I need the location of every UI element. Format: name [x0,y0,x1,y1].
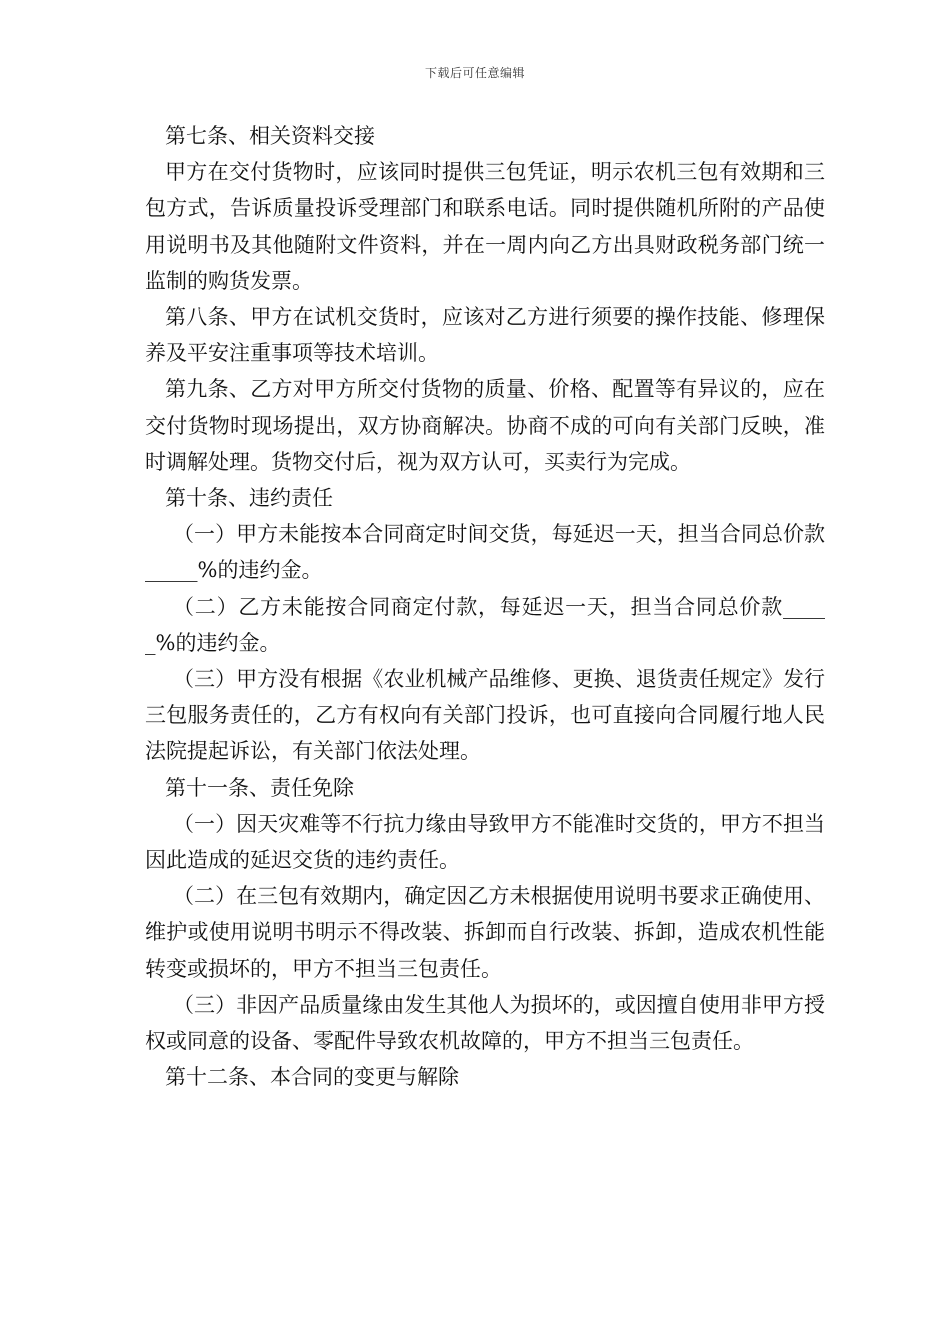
article-12-heading: 第十二条、本合同的变更与解除 [165,1065,459,1090]
article-11-heading: 第十一条、责任免除 [165,775,354,800]
article-7-heading: 第七条、相关资料交接 [165,124,375,148]
article-8-body: 第八条、甲方在试机交货时，应该对乙方进行须要的操作技能、修理保养及平安注重事项等技术培训。 [145,305,825,366]
article-10-heading: 第十条、违约责任 [165,486,333,511]
article-10-item-1: （一）甲方未能按本合同商定时间交货，每延迟一天，担当合同总价款_____%的违约金。 [145,522,825,583]
article-7-body: 甲方在交付货物时，应该同时提供三包凭证，明示农机三包有效期和三包方式，告诉质量投诉受理部门和联系电话。同时提供随机所附的产品使用说明书及其他随附文件资料，并在一周内向乙方出具财政税务部门统一监制的购货发票。 [145,160,825,293]
article-10-item-3: （三）甲方没有根据《农业机械产品维修、更换、退货责任规定》发行三包服务责任的，乙方有权向有关部门投诉，也可直接向合同履行地人民法院提起诉讼，有关部门依法处理。 [145,667,825,764]
page-header: 下载后可任意编辑 [424,66,525,80]
article-11-item-2: （二）在三包有效期内，确定因乙方未根据使用说明书要求正确使用、维护或使用说明书明示不得改装、拆卸而自行改装、拆卸，造成农机性能转变或损坏的，甲方不担当三包责任。 [145,884,825,981]
article-11-item-1: （一）因天灾难等不行抗力缘由导致甲方不能准时交货的，甲方不担当因此造成的延迟交货的违约责任。 [145,811,825,873]
article-10-item-2: （二）乙方未能按合同商定付款，每延迟一天，担当合同总价款_____%的违约金。 [145,594,825,655]
article-9-body: 第九条、乙方对甲方所交付货物的质量、价格、配置等有异议的，应在交付货物时现场提出，双方协商解决。协商不成的可向有关部门反映，准时调解处理。货物交付后，视为双方认可，买卖行为完成。 [145,377,825,474]
article-11-item-3: （三）非因产品质量缘由发生其他人为损坏的，或因擅自使用非甲方授权或同意的设备、零配件导致农机故障的，甲方不担当三包责任。 [145,992,825,1054]
document-body [145,118,825,1095]
